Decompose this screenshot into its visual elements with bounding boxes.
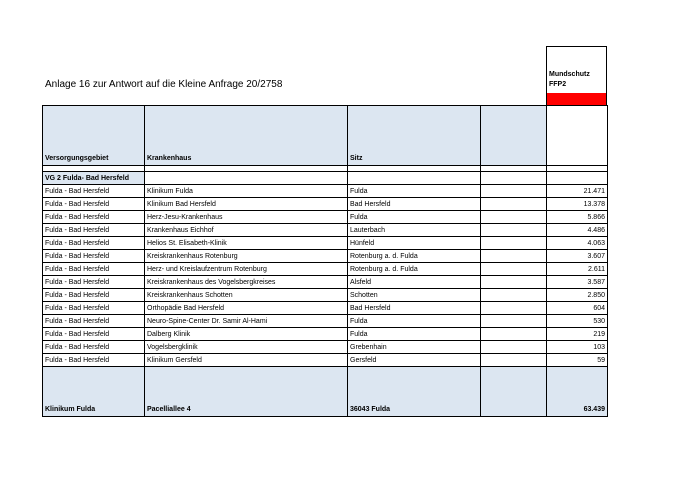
table-header-row	[43, 106, 608, 166]
cell-value: 13.378	[547, 198, 608, 211]
table-row	[43, 185, 608, 198]
cell-region: Fulda - Bad Hersfeld	[43, 224, 145, 237]
cell-region: Fulda - Bad Hersfeld	[43, 315, 145, 328]
cell-value: 604	[547, 302, 608, 315]
table-row	[43, 224, 608, 237]
cell-empty	[481, 341, 547, 354]
cell-seat: Bad Hersfeld	[348, 198, 481, 211]
cell-region: Fulda - Bad Hersfeld	[43, 185, 145, 198]
cell-value: 4.063	[547, 237, 608, 250]
cell-value: 530	[547, 315, 608, 328]
cell-seat: Fulda	[348, 315, 481, 328]
cell-seat: Rotenburg a. d. Fulda	[348, 250, 481, 263]
cell-empty	[481, 237, 547, 250]
table-row	[43, 341, 608, 354]
cell-seat: Alsfeld	[348, 276, 481, 289]
cell-empty	[481, 263, 547, 276]
mask-column-color-bar	[546, 93, 607, 105]
cell-region: Fulda - Bad Hersfeld	[43, 289, 145, 302]
cell-region: Fulda - Bad Hersfeld	[43, 302, 145, 315]
table-row	[43, 263, 608, 276]
cell-empty	[481, 354, 547, 367]
cell-hospital: Kreiskrankenhaus des Vogelsbergkreises	[145, 276, 348, 289]
cell-region: Fulda - Bad Hersfeld	[43, 354, 145, 367]
cell-value: 3.587	[547, 276, 608, 289]
cell-hospital: Krankenhaus Eichhof	[145, 224, 348, 237]
document-title: Anlage 16 zur Antwort auf die Kleine Anfrage 20/2758	[45, 79, 283, 90]
cell-seat: Grebenhain	[348, 341, 481, 354]
table-row	[43, 354, 608, 367]
cell-region: Fulda - Bad Hersfeld	[43, 328, 145, 341]
table-row	[43, 198, 608, 211]
header-mask	[547, 106, 608, 166]
cell-hospital: Herz- und Kreislaufzentrum Rotenburg	[145, 263, 348, 276]
mask-column-label: Mundschutz FFP2	[549, 71, 590, 88]
cell-empty	[481, 328, 547, 341]
cell-value: 5.866	[547, 211, 608, 224]
cell-seat: Fulda	[348, 185, 481, 198]
cell-seat: Bad Hersfeld	[348, 302, 481, 315]
cell-hospital: Kreiskrankenhaus Rotenburg	[145, 250, 348, 263]
cell-seat: Fulda	[348, 211, 481, 224]
cell-empty	[481, 250, 547, 263]
table-row	[43, 250, 608, 263]
footer-empty	[481, 367, 547, 417]
table-row	[43, 237, 608, 250]
cell-empty	[481, 198, 547, 211]
group-row	[43, 172, 608, 185]
table-row	[43, 289, 608, 302]
footer-street: Pacelliallee 4	[145, 367, 348, 417]
cell-empty	[481, 224, 547, 237]
cell-hospital: Orthopädie Bad Hersfeld	[145, 302, 348, 315]
cell-hospital: Kreiskrankenhaus Schotten	[145, 289, 348, 302]
table-row	[43, 302, 608, 315]
cell-empty	[481, 315, 547, 328]
cell-empty	[481, 185, 547, 198]
cell-seat: Gersfeld	[348, 354, 481, 367]
header-seat: Sitz	[348, 106, 481, 166]
hospital-table	[42, 105, 608, 417]
footer-city: 36043 Fulda	[348, 367, 481, 417]
footer-name: Klinikum Fulda	[43, 367, 145, 417]
cell-region: Fulda - Bad Hersfeld	[43, 198, 145, 211]
header-hospital: Krankenhaus	[145, 106, 348, 166]
header-empty	[481, 106, 547, 166]
cell-value: 3.607	[547, 250, 608, 263]
cell-empty	[481, 289, 547, 302]
cell-value: 103	[547, 341, 608, 354]
cell-value: 219	[547, 328, 608, 341]
header-region: Versorgungsgebiet	[43, 106, 145, 166]
table-row	[43, 276, 608, 289]
table-footer-row	[43, 367, 608, 417]
cell-hospital: Herz-Jesu-Krankenhaus	[145, 211, 348, 224]
cell-hospital: Klinikum Bad Hersfeld	[145, 198, 348, 211]
cell-hospital: Klinikum Fulda	[145, 185, 348, 198]
cell-empty	[481, 302, 547, 315]
cell-seat: Lauterbach	[348, 224, 481, 237]
cell-region: Fulda - Bad Hersfeld	[43, 237, 145, 250]
cell-seat: Schotten	[348, 289, 481, 302]
cell-value: 2.850	[547, 289, 608, 302]
cell-empty	[481, 276, 547, 289]
cell-hospital: Vogelsbergklinik	[145, 341, 348, 354]
cell-region: Fulda - Bad Hersfeld	[43, 276, 145, 289]
table-row	[43, 315, 608, 328]
cell-region: Fulda - Bad Hersfeld	[43, 263, 145, 276]
cell-region: Fulda - Bad Hersfeld	[43, 211, 145, 224]
cell-seat: Hünfeld	[348, 237, 481, 250]
cell-value: 4.486	[547, 224, 608, 237]
cell-value: 2.611	[547, 263, 608, 276]
group-label: VG 2 Fulda- Bad Hersfeld	[43, 172, 145, 185]
cell-value: 21.471	[547, 185, 608, 198]
cell-hospital: Helios St. Elisabeth-Klinik	[145, 237, 348, 250]
cell-region: Fulda - Bad Hersfeld	[43, 250, 145, 263]
cell-hospital: Neuro-Spine-Center Dr. Samir Al-Hami	[145, 315, 348, 328]
cell-hospital: Dalberg Klinik	[145, 328, 348, 341]
cell-value: 59	[547, 354, 608, 367]
cell-hospital: Klinikum Gersfeld	[145, 354, 348, 367]
table-row	[43, 328, 608, 341]
cell-empty	[481, 211, 547, 224]
cell-region: Fulda - Bad Hersfeld	[43, 341, 145, 354]
cell-seat: Rotenburg a. d. Fulda	[348, 263, 481, 276]
footer-total: 63.439	[547, 367, 608, 417]
cell-seat: Fulda	[348, 328, 481, 341]
table-row	[43, 211, 608, 224]
